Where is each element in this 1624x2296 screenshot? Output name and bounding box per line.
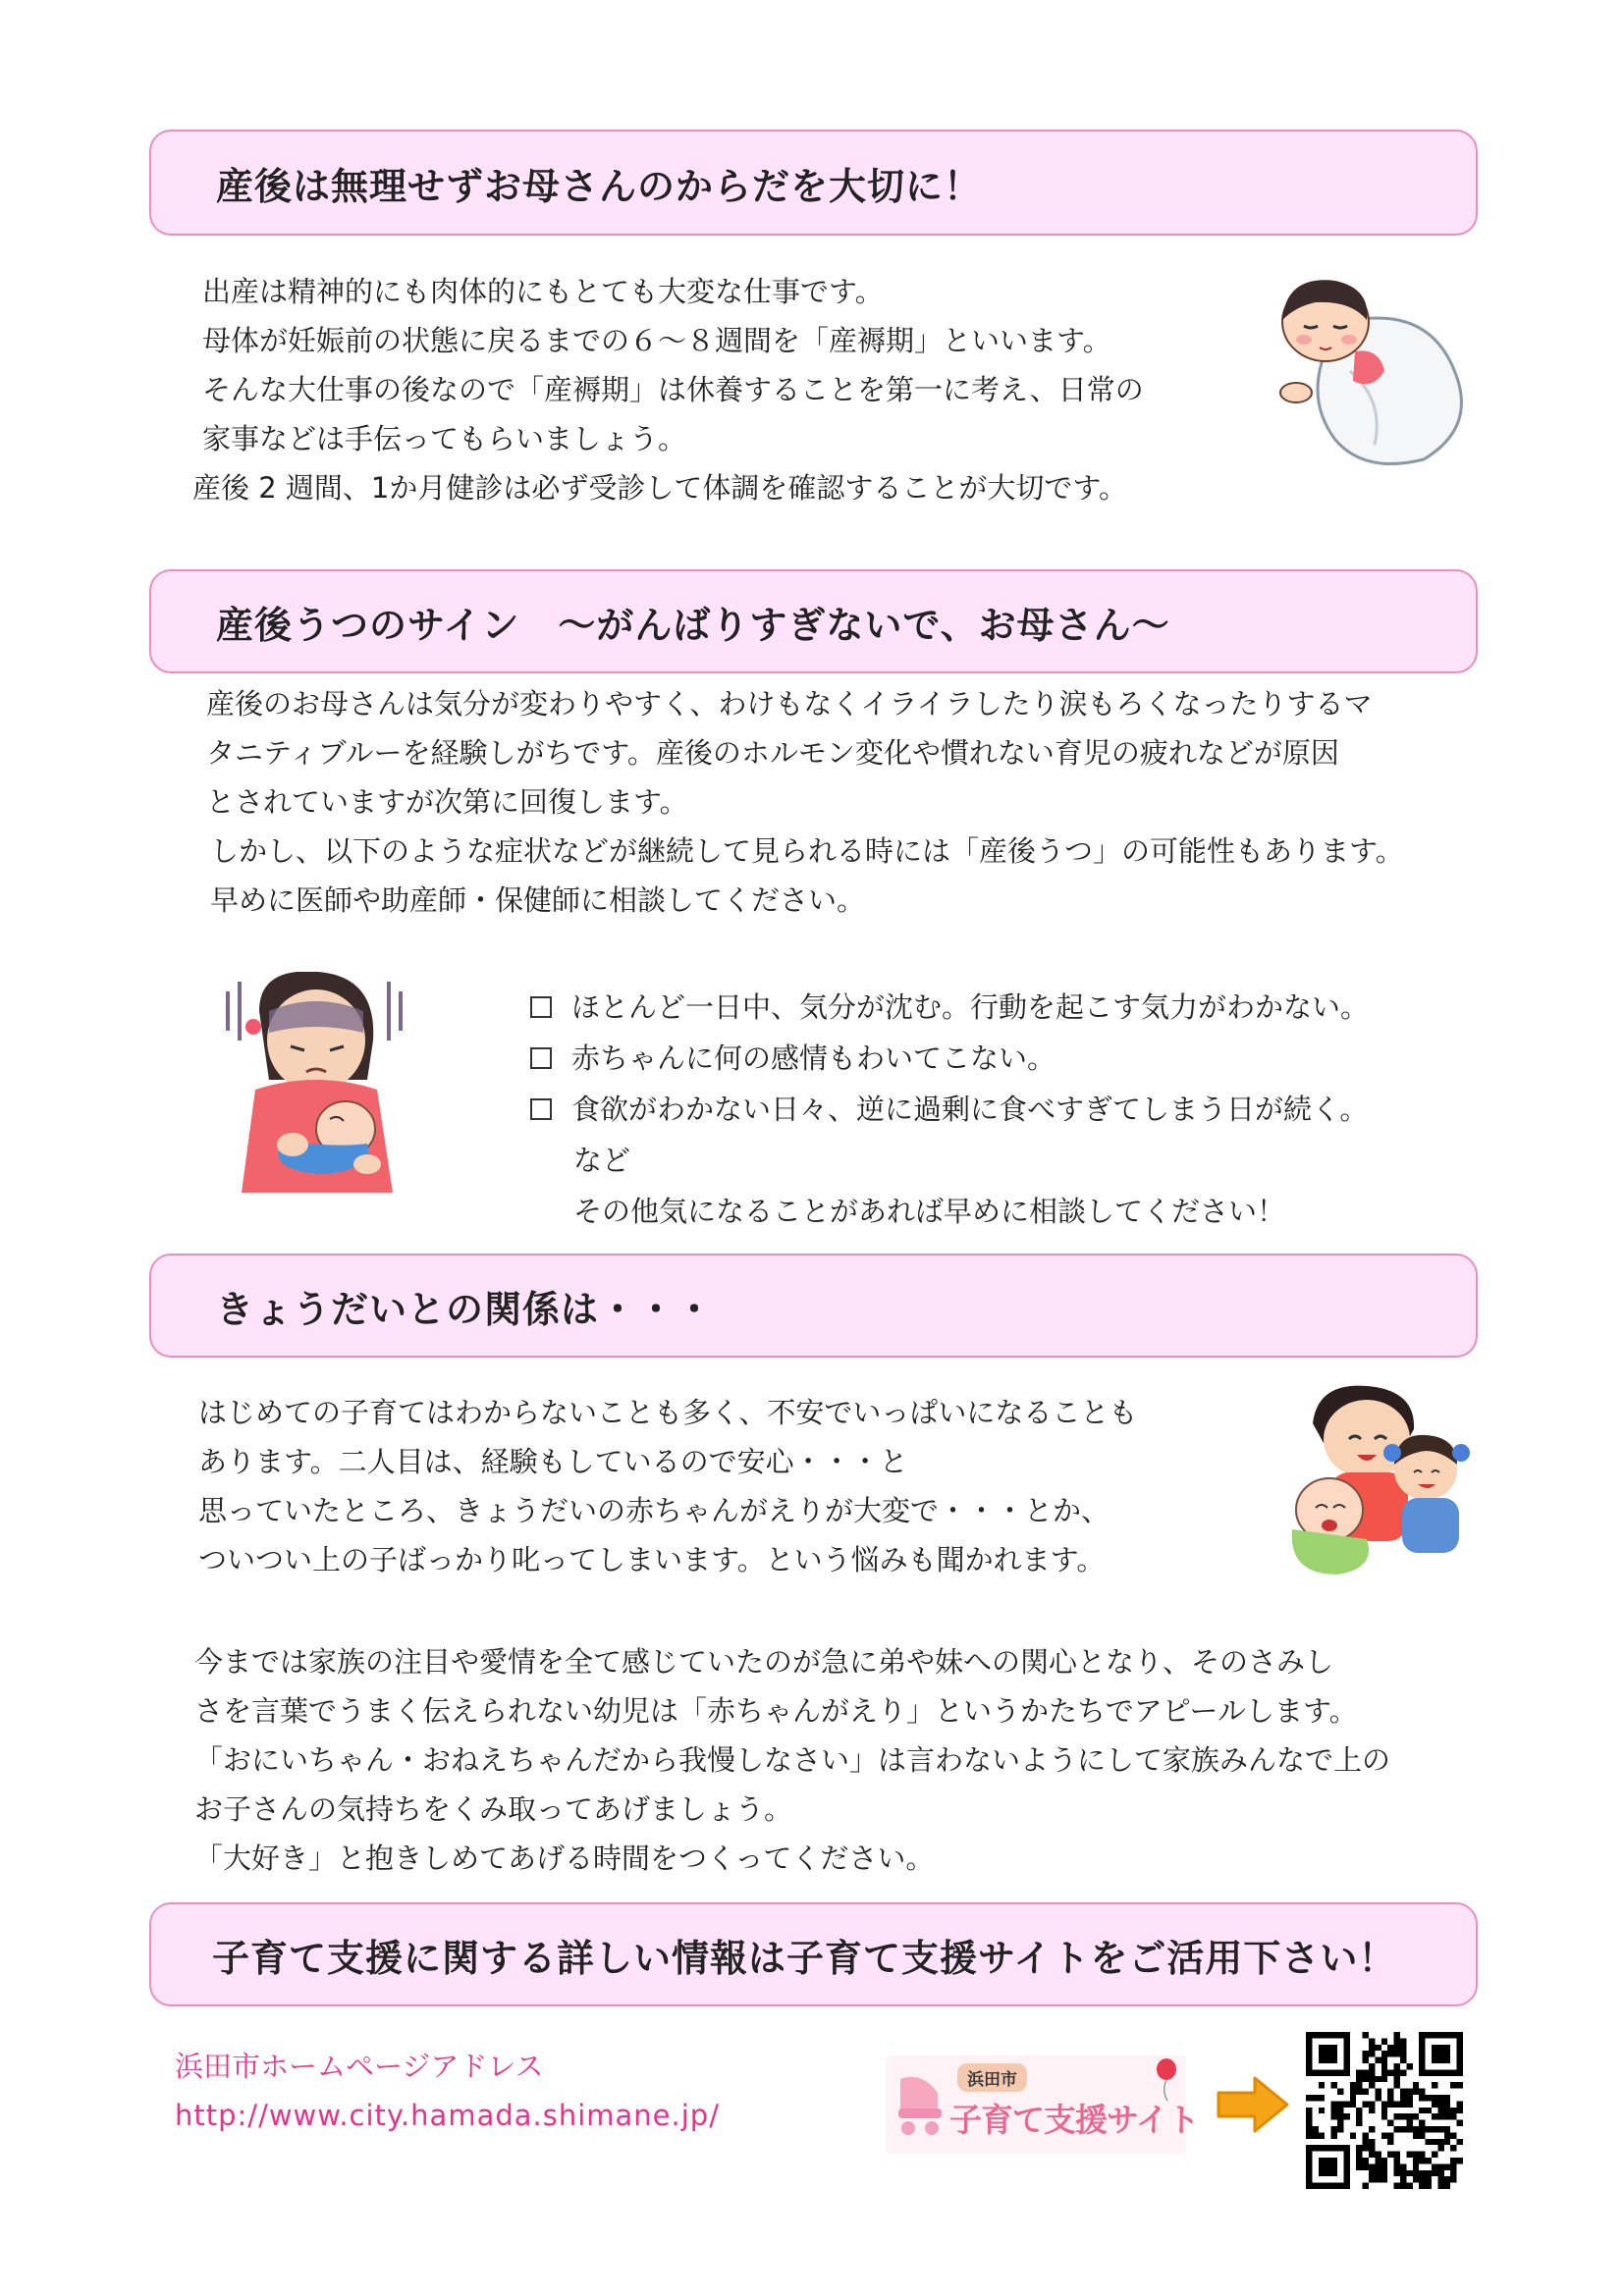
postpartum-depression-text [206, 679, 1404, 925]
section-banner-postpartum-depression [149, 569, 1478, 673]
text-line: 産後のお母さんは気分が変わりやすく、わけもなくイライラしたり涙もろくなったりするマ [206, 687, 1373, 721]
siblings-text-2 [194, 1637, 1390, 1883]
arrow-right-icon [1216, 2075, 1290, 2134]
checklist-etc: など [573, 1144, 631, 1177]
section-title: 産後うつのサイン ～がんばりすぎないで、お母さん～ [216, 603, 1170, 647]
qr-code-icon[interactable] [1306, 2032, 1463, 2189]
checklist-label: 赤ちゃんに何の感情もわいてこない。 [571, 1041, 1056, 1075]
text-line: ついつい上の子ばっかり叱ってしまいます。という悩みも聞かれます。 [198, 1543, 1106, 1576]
text-line: 産後 2 週間、1か月健診は必ず受診して体調を確認することが大切です。 [192, 471, 1128, 505]
section-title: きょうだいとの関係は・・・ [216, 1287, 715, 1331]
postpartum-care-text [192, 267, 1144, 512]
text-line: 今までは家族の注目や愛情を全て感じていたのが急に弟や妹への関心となり、そのさみし [194, 1645, 1334, 1679]
tired-mother-baby-illustration [220, 972, 416, 1193]
checklist-item [530, 982, 1369, 1033]
checklist-item [530, 1033, 1369, 1084]
text-line: 早めに医師や助産師・保健師に相談してください。 [210, 883, 866, 917]
checkbox[interactable] [530, 1047, 552, 1069]
text-line: 思っていたところ、きょうだいの赤ちゃんがえりが大変で・・・とか、 [198, 1494, 1110, 1527]
balloon-icon [1154, 2057, 1179, 2103]
text-line: はじめての子育てはわからないことも多く、不安でいっぱいになることも [198, 1396, 1138, 1429]
resting-mother-illustration [1257, 263, 1473, 479]
text-line: 「おにいちゃん・おねえちゃんだから我慢しなさい」は言わないようにして家族みんなで上の [194, 1743, 1391, 1777]
siblings-illustration [1269, 1382, 1480, 1578]
checklist-label: 食欲がわかない日々、逆に過剰に食べすぎてしまう日が続く。 [571, 1093, 1369, 1126]
homepage-address [175, 2042, 720, 2140]
text-line: あります。二人目は、経験もしているので安心・・・と [198, 1445, 908, 1478]
section-title: 産後は無理せずお母さんのからだを大切に！ [216, 164, 983, 208]
text-line: タニティブルーを経験しがちです。産後のホルモン変化や慣れない育児の疲れなどが原因 [206, 736, 1339, 770]
siblings-text-1 [198, 1388, 1137, 1584]
text-line: お子さんの気持ちをくみ取ってあげましょう。 [194, 1792, 793, 1826]
section-banner-postpartum-care [149, 130, 1478, 236]
text-line: しかし、以下のような症状などが継続して見られる時には「産後うつ」の可能性もあります。 [210, 834, 1404, 868]
checkbox[interactable] [530, 996, 552, 1018]
logo-title: 子育て支援サイト [949, 2101, 1199, 2139]
text-line: 母体が妊娠前の状態に戻るまでの６～８週間を「産褥期」といいます。 [202, 324, 1111, 357]
homepage-url-link[interactable]: http://www.city.hamada.shimane.jp/ [175, 2099, 720, 2132]
text-line: 出産は精神的にも肉体的にもとても大変な仕事です。 [202, 275, 884, 308]
checkbox[interactable] [530, 1098, 552, 1120]
symptom-checklist [530, 982, 1369, 1237]
logo-city-label: 浜田市 [957, 2063, 1027, 2092]
text-line: さを言葉でうまく伝えられない幼児は「赤ちゃんがえり」というかたちでアピールします。 [194, 1694, 1358, 1728]
text-line: 家事などは手伝ってもらいましょう。 [202, 422, 687, 455]
text-line: そんな大仕事の後なので「産褥期」は休養することを第一に考え、日常の [202, 373, 1144, 406]
checklist-item [530, 1084, 1369, 1135]
section-banner-support-site [149, 1902, 1478, 2006]
baby-stroller-icon [894, 2071, 949, 2140]
consult-note: その他気になることがあれば早めに相談してください！ [573, 1195, 1286, 1228]
section-banner-siblings [149, 1254, 1478, 1358]
hamada-support-site-logo[interactable] [887, 2056, 1199, 2154]
text-line: 「大好き」と抱きしめてあげる時間をつくってください。 [194, 1842, 935, 1875]
section-title: 子育て支援に関する詳しい情報は子育て支援サイトをご活用下さい！ [212, 1936, 1397, 1980]
homepage-label: 浜田市ホームページアドレス [175, 2050, 544, 2083]
checklist-label: ほとんど一日中、気分が沈む。行動を起こす気力がわかない。 [571, 990, 1370, 1024]
text-line: とされていますが次第に回復します。 [206, 785, 688, 819]
